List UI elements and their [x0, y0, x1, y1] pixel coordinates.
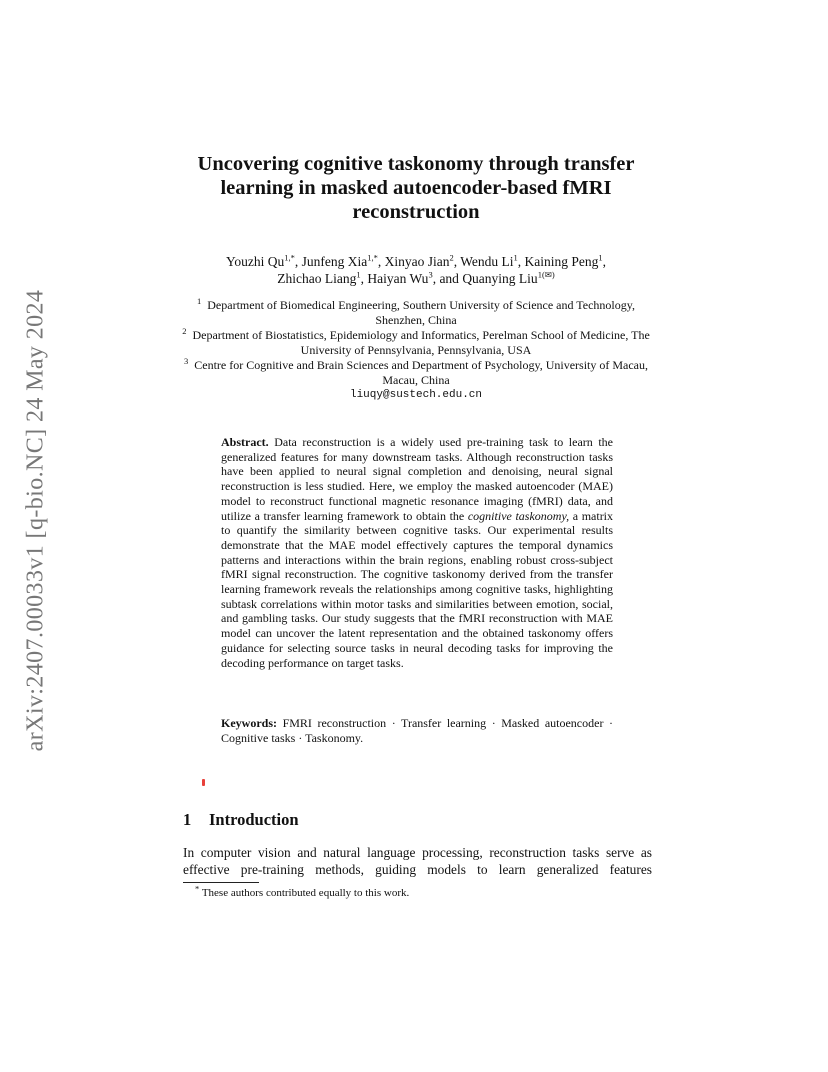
- keywords-label: Keywords:: [221, 716, 277, 730]
- author: Quanying Liu$^{1(✉)}$: [462, 269, 555, 286]
- abstract-label: Abstract.: [221, 435, 269, 449]
- paper-title: Uncovering cognitive taskonomy through transfer learning in masked autoencoder-based fMRI reconstruction: [197, 153, 635, 223]
- abstract: [221, 435, 613, 670]
- abstract-emphasis: cognitive taskonomy,: [467, 508, 570, 523]
- affiliations: [180, 298, 652, 403]
- affiliation: $^3$ Centre for Cognitive and Brain Sciences and Department of Psychology, University of Macau, Macau, China: [183, 356, 649, 387]
- abstract-text: Data reconstruction is a widely used pre-training task to learn the generalized features for many downstream tasks. Although reconstruction tasks have been applied to neural signal completion and denoising, neural signal reconstruction is less studied. Here, we employ the masked autoencoder (MAE) model to reconstruct functional magnetic resonance imaging (fMRI) data, and utilize a transfer learning framework to obtain the: [221, 435, 614, 523]
- affiliation: $^2$ Department of Biostatistics, Epidemiology and Informatics, Perelman School of Medicine, The University of Pennsylvania, Pennsylvania, USA: [182, 326, 650, 357]
- author: Zhichao Liang$^1$,: [277, 269, 368, 286]
- arxiv-identifier-text: arXiv:2407.00033v1 [q-bio.NC] 24 May 2024: [22, 289, 49, 751]
- affiliation: $^1$ Department of Biomedical Engineering, Southern University of Science and Technology, Shenzhen, China: [197, 296, 635, 327]
- section-number: 1: [183, 810, 192, 829]
- author: Kaining Peng$^1$,: [524, 252, 607, 269]
- intro-paragraph: In computer vision and natural language processing, reconstruction tasks serve as effective pre-training methods, guiding models to learn generalized features: [183, 845, 652, 877]
- abstract-text-continued: a matrix to quantify the similarity between cognitive tasks. Our experimental results demonstrate that the MAE model effectively captures the temporal dynamics patterns and interactions within the brain regions, enabling robust cross-subject fMRI signal reconstruction. The cognitive taskonomy derived from the transfer learning framework reveals the relationships among cognitive tasks, highlighting subtask correlations within motor tasks and similarities between emotion, social, and gambling tasks. Our study suggests that the fMRI reconstruction with MAE model can uncover the latent representation and the obtained taskonomy offers guidance for selecting source tasks in neural decoding tasks for improving the decoding performance on target tasks.: [221, 508, 614, 670]
- keywords: [221, 716, 613, 746]
- section-heading: [183, 810, 299, 830]
- author: Youzhi $Qu^{1,*}$,: [225, 252, 302, 269]
- author-list: [182, 253, 650, 287]
- footnote-text: These authors contributed equally to this work.: [201, 887, 410, 899]
- keywords-text: FMRI reconstruction · Transfer learning · Masked autoencoder · Cognitive tasks · Taskonomy.: [221, 716, 614, 745]
- contact-email: liuqy@sustech.edu.cn: [349, 389, 483, 401]
- red-marker: [202, 779, 205, 786]
- author: Junfeng Xia$^{1,*}$,: [301, 252, 385, 269]
- footnote-mark: *: [195, 883, 200, 894]
- section-title: Introduction: [209, 810, 299, 829]
- author: Xinyao Jian$^2$,: [384, 252, 461, 269]
- author: Wendu Li$^1$,: [460, 252, 525, 269]
- footnote: [195, 883, 410, 900]
- author: Haiyan Wu$^3$, and: [367, 269, 463, 286]
- arxiv-identifier: [20, 260, 52, 780]
